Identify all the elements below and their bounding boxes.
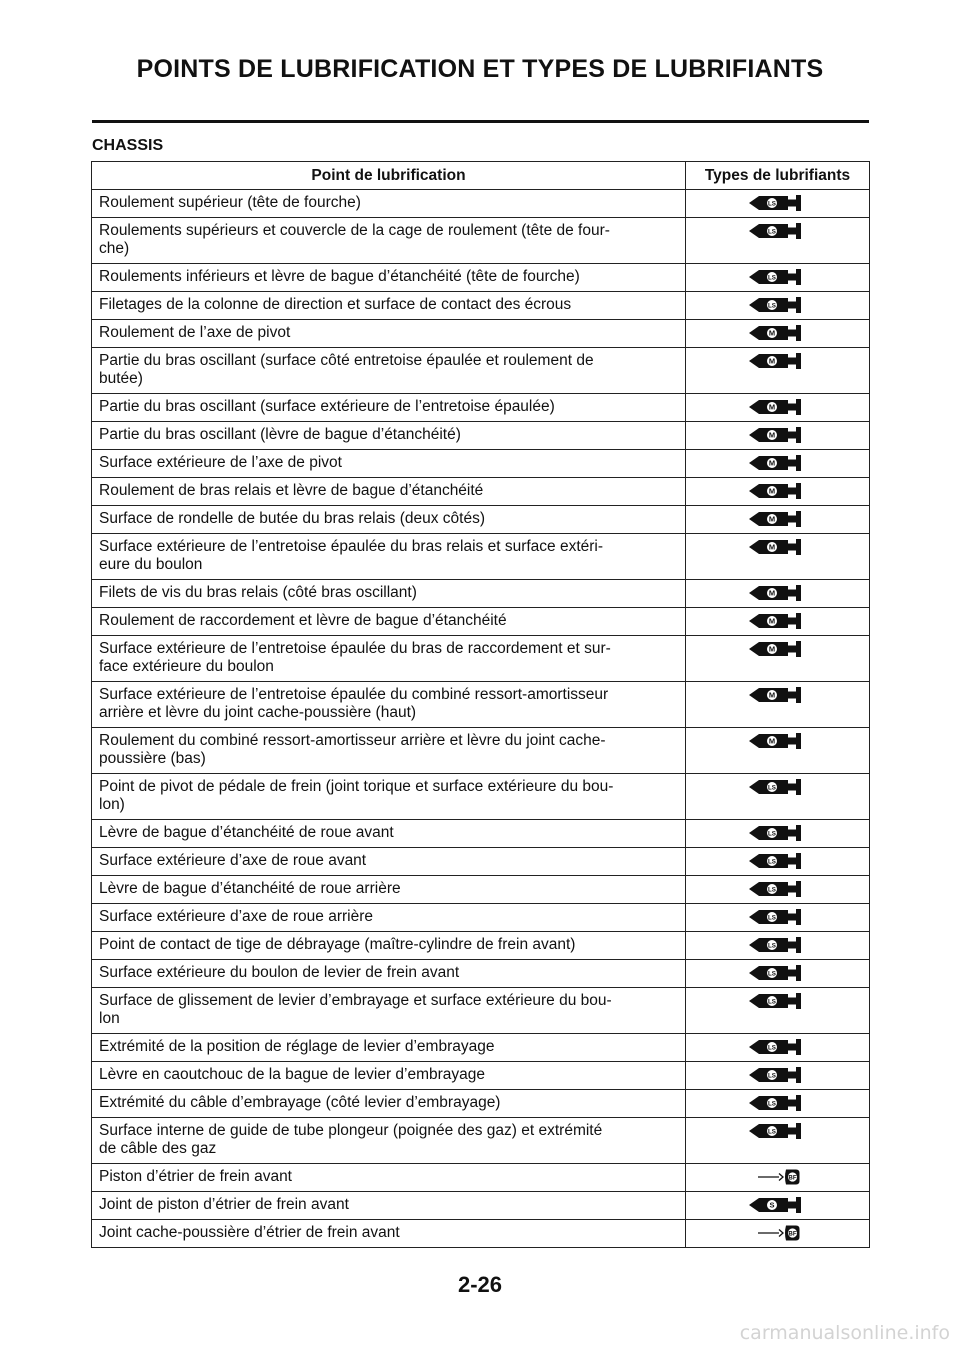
lubricant-symbol — [746, 691, 810, 708]
table-row — [92, 820, 870, 848]
grease-ls-icon — [746, 852, 810, 870]
grease-m-icon — [746, 482, 810, 500]
title-rule — [92, 120, 869, 123]
table-row — [92, 682, 870, 728]
grease-ls-icon — [746, 936, 810, 954]
grease-ls-icon — [746, 778, 810, 796]
lubrication-point-cell: Point de pivot de pédale de frein (joint torique et surface extérieure du bou- lon) — [92, 774, 686, 820]
lubricant-type-cell — [686, 1062, 870, 1090]
grease-ls-icon — [746, 1122, 810, 1140]
svg-text:M: M — [768, 356, 775, 366]
lubricant-symbol — [746, 199, 810, 216]
page-number: 2-26 — [457, 1272, 503, 1297]
lubricant-type-cell — [686, 904, 870, 932]
svg-text:M: M — [768, 690, 775, 700]
table-row — [92, 1090, 870, 1118]
lubricant-type-cell — [686, 820, 870, 848]
lubrication-point-cell: Partie du bras oscillant (surface côté entretoise épaulée et roulement de butée) — [92, 348, 686, 394]
table-row — [92, 1164, 870, 1192]
lubricant-symbol — [746, 857, 810, 874]
lubricant-symbol — [746, 1071, 810, 1088]
lubrication-point-cell: Roulement de raccordement et lèvre de bague d’étanchéité — [92, 608, 686, 636]
lubricant-type-cell — [686, 348, 870, 394]
column-header-type: Types de lubrifiants — [686, 162, 870, 190]
lubrication-point-cell: Surface extérieure du boulon de levier de frein avant — [92, 960, 686, 988]
grease-ls-icon — [746, 1038, 810, 1056]
lubrication-point-cell: Extrémité du câble d’embrayage (côté levier d’embrayage) — [92, 1090, 686, 1118]
svg-text:LS: LS — [767, 886, 776, 894]
lubricant-symbol — [746, 829, 810, 846]
lubricant-type-cell — [686, 876, 870, 904]
lubricant-symbol — [746, 329, 810, 346]
lubrication-point-cell: Roulement du combiné ressort-amortisseur arrière et lèvre du joint cache- poussière (bas) — [92, 728, 686, 774]
svg-text:M: M — [768, 458, 775, 468]
grease-ls-icon — [746, 268, 810, 286]
grease-m-icon — [746, 426, 810, 444]
lubrication-table — [91, 161, 870, 1248]
lubricant-symbol — [746, 589, 810, 606]
lubrication-point-cell: Roulement de l’axe de pivot — [92, 320, 686, 348]
svg-text:LS: LS — [767, 1072, 776, 1080]
lubrication-point-cell: Partie du bras oscillant (surface extérieure de l’entretoise épaulée) — [92, 394, 686, 422]
table-header-row — [92, 162, 870, 190]
table-row — [92, 264, 870, 292]
lubricant-symbol — [746, 645, 810, 662]
lubricant-type-cell — [686, 1090, 870, 1118]
lubrication-point-cell: Point de contact de tige de débrayage (maître-cylindre de frein avant) — [92, 932, 686, 960]
section-heading: CHASSIS — [92, 137, 164, 154]
lubricant-symbol — [746, 515, 810, 532]
grease-ls-icon — [746, 992, 810, 1010]
lubricant-symbol — [746, 997, 810, 1014]
table-row — [92, 190, 870, 218]
lubricant-type-cell — [686, 506, 870, 534]
svg-text:M: M — [768, 736, 775, 746]
svg-text:LS: LS — [767, 858, 776, 866]
lubrication-point-cell: Extrémité de la position de réglage de levier d’embrayage — [92, 1034, 686, 1062]
svg-text:LS: LS — [767, 1128, 776, 1136]
svg-text:BF: BF — [787, 1230, 797, 1238]
table-row — [92, 728, 870, 774]
grease-ls-icon — [746, 824, 810, 842]
lubrication-point-cell: Lèvre de bague d’étanchéité de roue avant — [92, 820, 686, 848]
svg-text:LS: LS — [767, 200, 776, 208]
lubrication-point-cell: Roulement de bras relais et lèvre de bague d’étanchéité — [92, 478, 686, 506]
table-row — [92, 960, 870, 988]
lubricant-symbol — [746, 1099, 810, 1116]
svg-text:M: M — [768, 542, 775, 552]
lubricant-type-cell — [686, 394, 870, 422]
lubricant-type-cell — [686, 1118, 870, 1164]
svg-text:LS: LS — [767, 970, 776, 978]
svg-text:LS: LS — [767, 942, 776, 950]
lubrication-point-cell: Surface extérieure de l’entretoise épaulée du bras relais et surface extéri- eure du boulon — [92, 534, 686, 580]
lubricant-type-cell — [686, 1034, 870, 1062]
lubricant-symbol — [746, 1043, 810, 1060]
grease-m-icon — [746, 584, 810, 602]
table-row — [92, 478, 870, 506]
grease-ls-icon — [746, 296, 810, 314]
lubricant-type-cell — [686, 728, 870, 774]
table-row — [92, 394, 870, 422]
table-row — [92, 534, 870, 580]
svg-text:LS: LS — [767, 1100, 776, 1108]
lubricant-type-cell — [686, 960, 870, 988]
lubricant-type-cell — [686, 264, 870, 292]
grease-ls-icon — [746, 194, 810, 212]
svg-text:LS: LS — [767, 1044, 776, 1052]
lubricant-symbol — [746, 617, 810, 634]
lubricant-symbol — [746, 783, 810, 800]
grease-m-icon — [746, 612, 810, 630]
column-header-point: Point de lubrification — [92, 162, 686, 190]
table-row — [92, 876, 870, 904]
svg-text:LS: LS — [767, 274, 776, 282]
lubrication-point-cell: Roulement supérieur (tête de fourche) — [92, 190, 686, 218]
svg-text:M: M — [768, 514, 775, 524]
lubricant-type-cell — [686, 534, 870, 580]
lubrication-point-cell: Joint de piston d’étrier de frein avant — [92, 1192, 686, 1220]
table-row — [92, 848, 870, 876]
lubricant-type-cell — [686, 636, 870, 682]
lubricant-type-cell — [686, 608, 870, 636]
lubricant-type-cell — [686, 218, 870, 264]
lubricant-symbol — [746, 487, 810, 504]
grease-m-icon — [746, 352, 810, 370]
lubrication-point-cell: Piston d’étrier de frein avant — [92, 1164, 686, 1192]
grease-m-icon — [746, 686, 810, 704]
lubrication-point-cell: Lèvre de bague d’étanchéité de roue arrière — [92, 876, 686, 904]
grease-m-icon — [746, 454, 810, 472]
grease-ls-icon — [746, 964, 810, 982]
grease-m-icon — [746, 732, 810, 750]
svg-text:LS: LS — [767, 998, 776, 1006]
table-row — [92, 218, 870, 264]
page-title: POINTS DE LUBRIFICATION ET TYPES DE LUBRIFIANTS — [136, 55, 824, 83]
lubricant-type-cell — [686, 450, 870, 478]
lubrication-point-cell: Lèvre en caoutchouc de la bague de levier d’embrayage — [92, 1062, 686, 1090]
lubricant-symbol — [746, 941, 810, 958]
lubricant-type-cell — [686, 1192, 870, 1220]
lubricant-symbol — [746, 357, 810, 374]
svg-text:M: M — [768, 644, 775, 654]
lubricant-type-cell — [686, 190, 870, 218]
table-row — [92, 1118, 870, 1164]
lubricant-symbol — [746, 1173, 810, 1190]
table-row — [92, 932, 870, 960]
lubricant-symbol — [746, 227, 810, 244]
lubrication-point-cell: Surface de glissement de levier d’embrayage et surface extérieure du bou- lon — [92, 988, 686, 1034]
lubricant-symbol — [746, 431, 810, 448]
grease-ls-icon — [746, 1066, 810, 1084]
grease-ls-icon — [746, 1094, 810, 1112]
table-row — [92, 774, 870, 820]
table-body — [92, 190, 870, 1248]
lubricant-type-cell — [686, 682, 870, 728]
table-row — [92, 636, 870, 682]
watermark-url: carmanualsonline.info — [739, 1322, 950, 1344]
table-row — [92, 506, 870, 534]
table-row — [92, 608, 870, 636]
lubricant-type-cell — [686, 988, 870, 1034]
table-row — [92, 450, 870, 478]
grease-m-icon — [746, 510, 810, 528]
svg-text:BF: BF — [787, 1174, 797, 1182]
lubricant-type-cell — [686, 580, 870, 608]
lubricant-symbol — [746, 1229, 810, 1246]
table-row — [92, 1192, 870, 1220]
table-row — [92, 422, 870, 450]
lubricant-symbol — [746, 301, 810, 318]
grease-m-icon — [746, 640, 810, 658]
lubricant-symbol — [746, 459, 810, 476]
lubricant-symbol — [746, 543, 810, 560]
lubrication-point-cell: Roulements supérieurs et couvercle de la cage de roulement (tête de four- che) — [92, 218, 686, 264]
svg-text:M: M — [768, 328, 775, 338]
table-row — [92, 904, 870, 932]
grease-m-icon — [746, 398, 810, 416]
lubrication-point-cell: Surface extérieure de l’axe de pivot — [92, 450, 686, 478]
svg-text:LS: LS — [767, 830, 776, 838]
table-row — [92, 1034, 870, 1062]
grease-ls-icon — [746, 880, 810, 898]
lubricant-symbol — [746, 273, 810, 290]
lubrication-point-cell: Joint cache-poussière d’étrier de frein avant — [92, 1220, 686, 1248]
brake-fluid-bf-icon — [746, 1224, 810, 1242]
lubricant-type-cell — [686, 774, 870, 820]
lubricant-type-cell — [686, 478, 870, 506]
svg-text:M: M — [768, 430, 775, 440]
brake-fluid-bf-icon — [746, 1168, 810, 1186]
table-row — [92, 348, 870, 394]
svg-text:LS: LS — [767, 784, 776, 792]
svg-text:LS: LS — [767, 914, 776, 922]
lubricant-type-cell — [686, 1220, 870, 1248]
table-row — [92, 292, 870, 320]
svg-text:M: M — [768, 588, 775, 598]
lubrication-point-cell: Filetages de la colonne de direction et surface de contact des écrous — [92, 292, 686, 320]
grease-m-icon — [746, 538, 810, 556]
lubricant-symbol — [746, 885, 810, 902]
lubricant-type-cell — [686, 848, 870, 876]
lubrication-point-cell: Surface extérieure d’axe de roue arrière — [92, 904, 686, 932]
grease-m-icon — [746, 324, 810, 342]
lubrication-point-cell: Partie du bras oscillant (lèvre de bague d’étanchéité) — [92, 422, 686, 450]
svg-text:LS: LS — [767, 302, 776, 310]
svg-text:LS: LS — [767, 228, 776, 236]
lubricant-type-cell — [686, 932, 870, 960]
table-row — [92, 988, 870, 1034]
lubricant-symbol — [746, 1127, 810, 1144]
svg-text:M: M — [768, 402, 775, 412]
lubricant-symbol — [746, 913, 810, 930]
lubricant-type-cell — [686, 320, 870, 348]
svg-text:M: M — [768, 616, 775, 626]
lubricant-symbol — [746, 1201, 810, 1218]
svg-text:S: S — [768, 1200, 775, 1210]
table-row — [92, 1220, 870, 1248]
lubrication-point-cell: Surface extérieure d’axe de roue avant — [92, 848, 686, 876]
svg-text:M: M — [768, 486, 775, 496]
lubrication-point-cell: Surface extérieure de l’entretoise épaulée du combiné ressort-amortisseur arrière et lèvre du joint cache-poussière (haut) — [92, 682, 686, 728]
table-row — [92, 580, 870, 608]
lubrication-point-cell: Filets de vis du bras relais (côté bras oscillant) — [92, 580, 686, 608]
lubrication-point-cell: Roulements inférieurs et lèvre de bague d’étanchéité (tête de fourche) — [92, 264, 686, 292]
table-row — [92, 320, 870, 348]
lubricant-symbol — [746, 969, 810, 986]
grease-ls-icon — [746, 222, 810, 240]
lubricant-symbol — [746, 737, 810, 754]
lubricant-type-cell — [686, 1164, 870, 1192]
lubrication-point-cell: Surface de rondelle de butée du bras relais (deux côtés) — [92, 506, 686, 534]
table-row — [92, 1062, 870, 1090]
lubricant-symbol — [746, 403, 810, 420]
grease-s-icon — [746, 1196, 810, 1214]
grease-ls-icon — [746, 908, 810, 926]
lubrication-point-cell: Surface extérieure de l’entretoise épaulée du bras de raccordement et sur- face extérieure du boulon — [92, 636, 686, 682]
lubricant-type-cell — [686, 292, 870, 320]
lubricant-type-cell — [686, 422, 870, 450]
lubrication-point-cell: Surface interne de guide de tube plongeur (poignée des gaz) et extrémité de câble des gaz — [92, 1118, 686, 1164]
